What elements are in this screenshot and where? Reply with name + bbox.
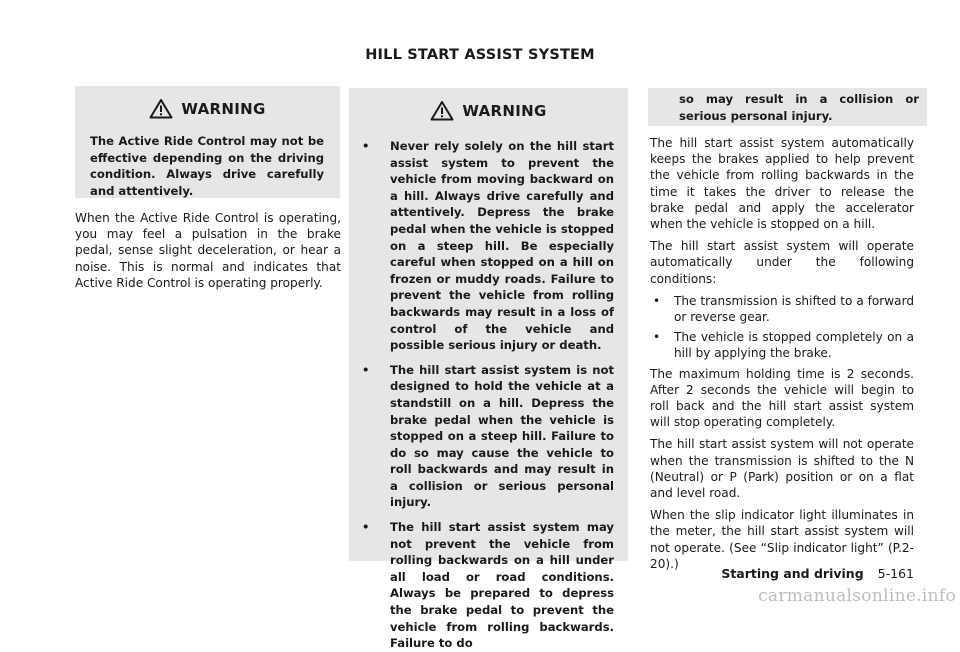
warning-list <box>358 138 614 652</box>
condition-text: The transmission is shifted to a forward or reverse gear. <box>674 293 914 325</box>
warning-header <box>349 100 628 121</box>
warning-box-active-ride-control <box>75 86 340 198</box>
warning-box-hill-start <box>349 88 628 651</box>
paragraph: The hill start assist system will operate automatically under the following conditions: <box>650 239 914 286</box>
warning-list-item <box>358 362 614 511</box>
conditions-list <box>650 293 914 362</box>
warning-continuation-text: so may result in a collision or serious personal injury. <box>679 92 919 123</box>
warning-heading: WARNING <box>181 99 266 118</box>
warning-text: The Active Ride Control may not be effective depending on the driving condition. Always drive carefully and attentively. <box>90 134 324 198</box>
warning-item-text: The hill start assist system is not designed to hold the vehicle at a standstill on a hill. Depress the brake pedal when the vehicle is stopped on a steep hill. Failure to do so may cause the vehicle to roll backwards and may result in a collision or serious personal injury. <box>390 362 614 510</box>
page-footer <box>721 566 914 581</box>
condition-item <box>650 293 914 325</box>
paragraph: The maximum holding time is 2 seconds. After 2 seconds the vehicle will begin to roll back and the hill start assist system will stop operating completely. <box>650 366 914 430</box>
condition-text: The vehicle is stopped completely on a hill by applying the brake. <box>674 330 914 361</box>
paragraph: When the slip indicator light illuminates in the meter, the hill start assist system will not operate. (See “Slip indicator light” (P.2-20).) <box>650 508 914 571</box>
condition-item <box>650 329 914 361</box>
right-column <box>650 88 919 578</box>
active-ride-control-paragraph: When the Active Ride Control is operating, you may feel a pulsation in the brake pedal, sense slight deceleration, or hear a noise. This is normal and indicates that Active Ride Control is operating properly. <box>75 211 341 290</box>
warning-triangle-icon <box>149 98 173 119</box>
warning-list-item <box>358 519 614 652</box>
warning-header <box>75 98 340 119</box>
bullet-icon: • <box>362 520 370 535</box>
bullet-icon: • <box>653 293 661 308</box>
paragraph: The hill start assist system will not operate when the transmission is shifted to the N (Neutral) or P (Park) position or on a flat and level road. <box>650 437 914 501</box>
warning-item-text: The hill start assist system may not prevent the vehicle from rolling backwards on a hill under all load or road conditions. Always be prepared to depress the brake pedal to prevent the vehicle from rolling backwards. Failure to do <box>390 520 614 651</box>
warning-triangle-icon <box>430 100 454 121</box>
warning-box-continuation <box>648 88 927 126</box>
footer-section-name: Starting and driving <box>721 566 864 581</box>
page-number: 5-161 <box>877 566 914 581</box>
bullet-icon: • <box>653 330 661 345</box>
hill-start-description <box>650 135 914 572</box>
paragraph: The hill start assist system automatically keeps the brakes applied to help prevent the vehicle from rolling backwards in the time it takes the driver to release the brake pedal and apply the accelerator when the vehicle is stopped on a hill. <box>650 136 914 232</box>
bullet-icon: • <box>362 362 370 377</box>
warning-item-text: Never rely solely on the hill start assist system to prevent the vehicle from moving backward on a hill. Always drive carefully and attentively. Depress the brake pedal when the vehicle is stopped on a steep hill. Be especially careful when stopped on a hill on frozen or muddy roads. Failure to prevent the vehicle from rolling backwards may result in a loss of control of the vehicle and possible serious injury or death. <box>390 139 614 353</box>
bullet-icon: • <box>362 139 370 153</box>
warning-list-item <box>358 138 614 354</box>
watermark: carmanualsonline.info <box>758 586 956 606</box>
section-title: HILL START ASSIST SYSTEM <box>365 47 595 63</box>
warning-heading: WARNING <box>462 101 547 120</box>
